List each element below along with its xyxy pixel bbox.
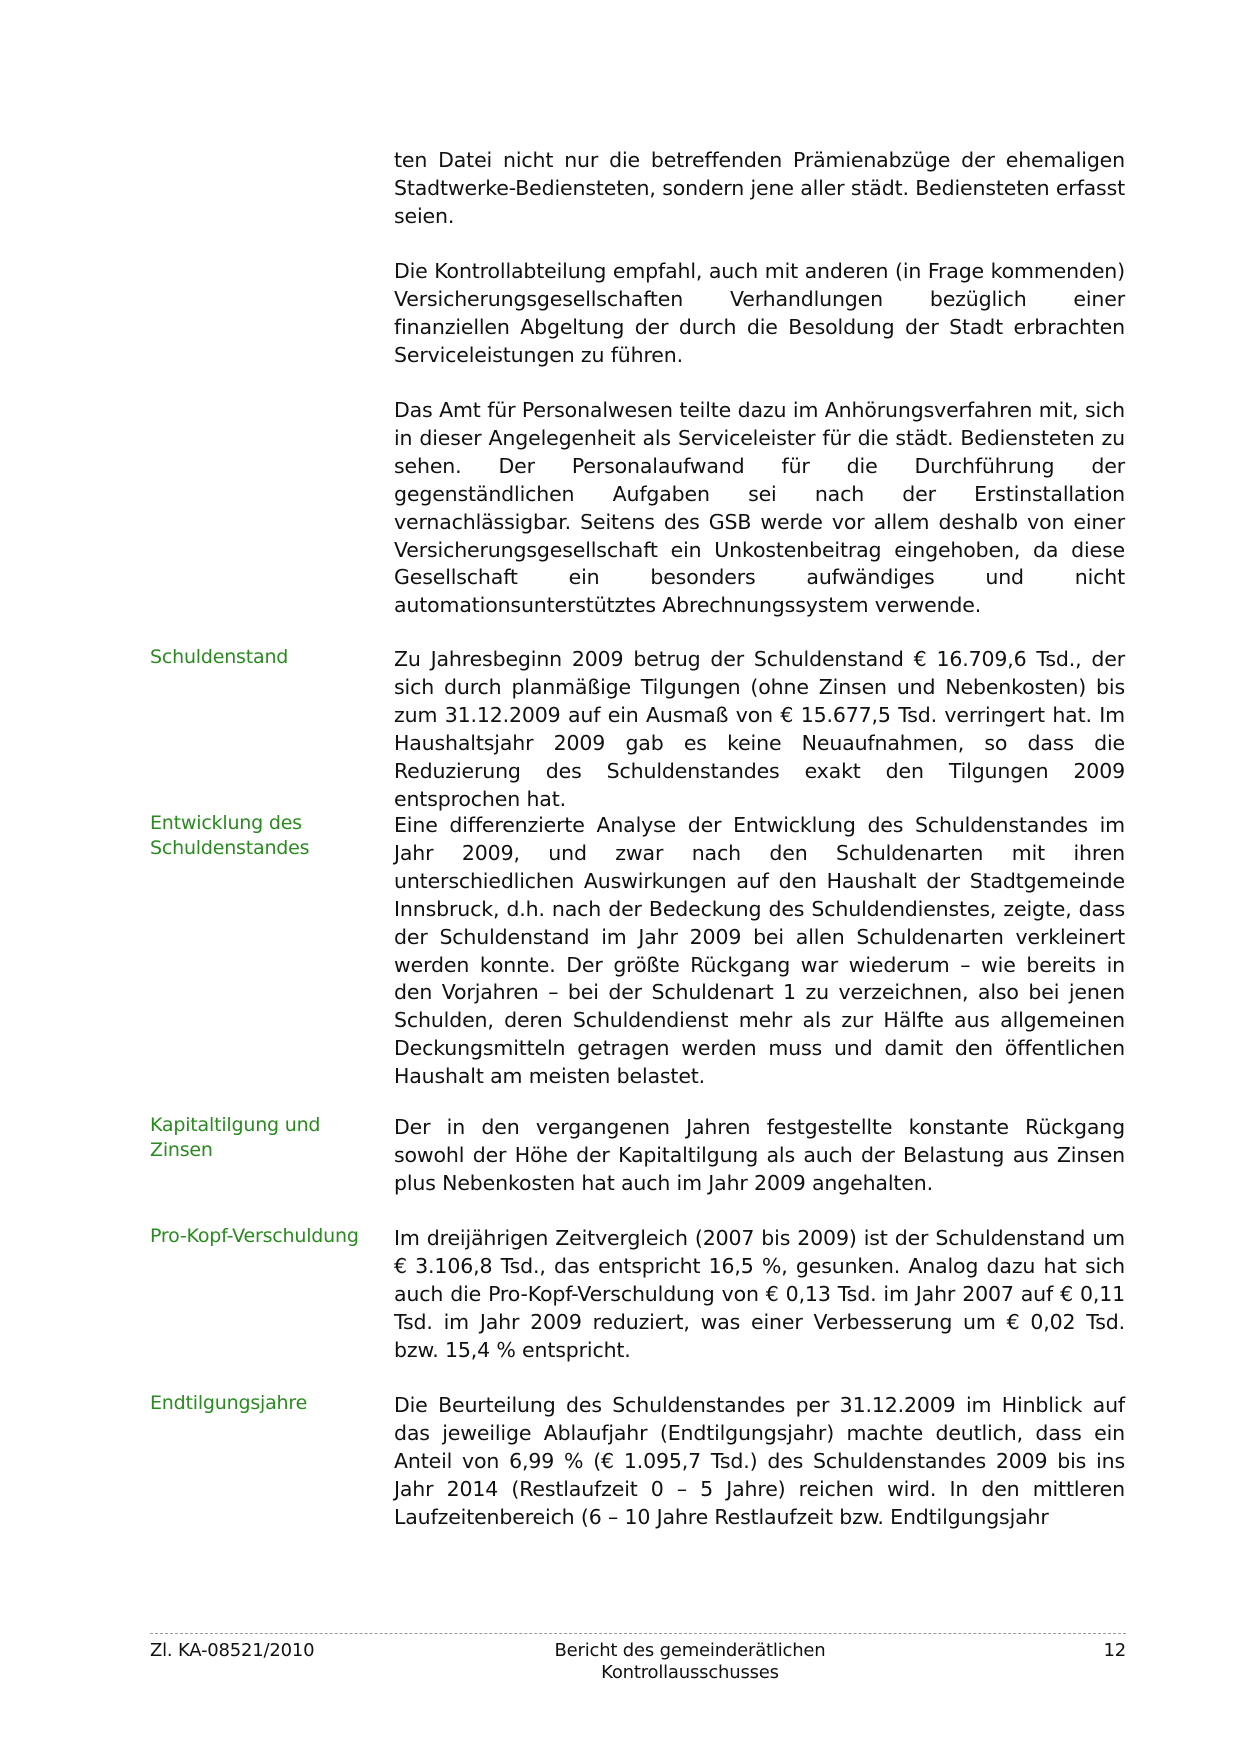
footer-divider [150, 1633, 1126, 1634]
body-paragraph-1: ten Datei nicht nur die betreffenden Prämienabzüge der ehemaligen Stadtwerke-Bediensteten, sondern jene aller städt. Bediensteten erfasst seien. [394, 148, 1125, 228]
page-number: 12 [1103, 1640, 1126, 1661]
body-paragraph-4: Zu Jahresbeginn 2009 betrug der Schuldenstand € 16.709,6 Tsd., der sich durch planmäßige Tilgungen (ohne Zinsen und Nebenkosten) bis zum 31.12.2009 auf ein Ausmaß von € 15.677,5 Tsd. verringert hat. Im Haushaltsjahr 2009 gab es keine Neuaufnahmen, so dass die Reduzierung des Schuldenstandes exakt den Tilgungen 2009 entsprochen hat. [394, 647, 1125, 811]
body-paragraph-8: Die Beurteilung des Schuldenstandes per 31.12.2009 im Hinblick auf das jeweilige Ablaufjahr (Endtilgungsjahr) machte deutlich, dass ein Anteil von 6,99 % (€ 1.095,7 Tsd.) des Schuldenstandes 2009 bis ins Jahr 2014 (Restlaufzeit 0 – 5 Jahre) reichen wird. In den mittleren Laufzeitenbereich (6 – 10 Jahre Restlaufzeit bzw. Endtilgungsjahr [394, 1393, 1125, 1529]
footer-reference: Zl. KA-08521/2010 [150, 1640, 315, 1661]
body-paragraph-2: Die Kontrollabteilung empfahl, auch mit anderen (in Frage kommenden) Versicherungsgesellschaften Verhandlungen bezüglich einer finanziellen Abgeltung der durch die Besoldung der Stadt erbrachten Serviceleistungen zu führen. [394, 259, 1125, 367]
body-paragraph-7: Im dreijährigen Zeitvergleich (2007 bis 2009) ist der Schuldenstand um € 3.106,8 Tsd., das entspricht 16,5 %, gesunken. Analog dazu hat sich auch die Pro-Kopf-Verschuldung von € 0,13 Tsd. im Jahr 2007 auf € 0,11 Tsd. im Jahr 2009 reduziert, was einer Verbesserung um € 0,02 Tsd. bzw. 15,4 % entspricht. [394, 1226, 1125, 1362]
footer-title: Bericht des gemeinderätlichen Kontrollausschusses [554, 1640, 826, 1683]
body-paragraph-6: Der in den vergangenen Jahren festgestellte konstante Rückgang sowohl der Höhe der Kapitaltilgung als auch der Belastung aus Zinsen plus Nebenkosten hat auch im Jahr 2009 angehalten. [394, 1115, 1125, 1195]
side-heading-schuldenstand: Schuldenstand [150, 646, 289, 668]
side-heading-kapitaltilgung: Kapitaltilgung und Zinsen [150, 1114, 321, 1161]
body-paragraph-5: Eine differenzierte Analyse der Entwicklung des Schuldenstandes im Jahr 2009, und zwar nach den Schuldenarten mit ihren unterschiedlichen Auswirkungen auf den Haushalt der Stadtgemeinde Innsbruck, d.h. nach der Bedeckung des Schuldendienstes, zeigte, dass der Schuldenstand im Jahr 2009 bei allen Schuldenarten verkleinert werden konnte. Der größte Rückgang war wiederum – wie bereits in den Vorjahren – bei der Schuldenart 1 zu verzeichnen, also bei jenen Schulden, deren Schuldendienst mehr als zur Hälfte aus allgemeinen Deckungsmitteln getragen werden muss und damit den öffentlichen Haushalt am meisten belastet. [394, 813, 1125, 1089]
side-heading-entwicklung: Entwicklung des Schuldenstandes [150, 812, 310, 859]
side-heading-pro-kopf: Pro-Kopf-Verschuldung [150, 1225, 359, 1247]
side-heading-endtilgung: Endtilgungsjahre [150, 1392, 308, 1414]
body-paragraph-3: Das Amt für Personalwesen teilte dazu im Anhörungsverfahren mit, sich in dieser Angelegenheit als Serviceleister für die städt. Bediensteten zu sehen. Der Personalaufwand für die Durchführung der gegenständlichen Aufgaben sei nach der Erstinstallation vernachlässigbar. Seitens des GSB werde vor allem deshalb von einer Versicherungsgesellschaft ein Unkostenbeitrag eingehoben, da diese Gesellschaft ein besonders aufwändiges und nicht automationsunterstütztes Abrechnungssystem verwende. [394, 398, 1125, 618]
